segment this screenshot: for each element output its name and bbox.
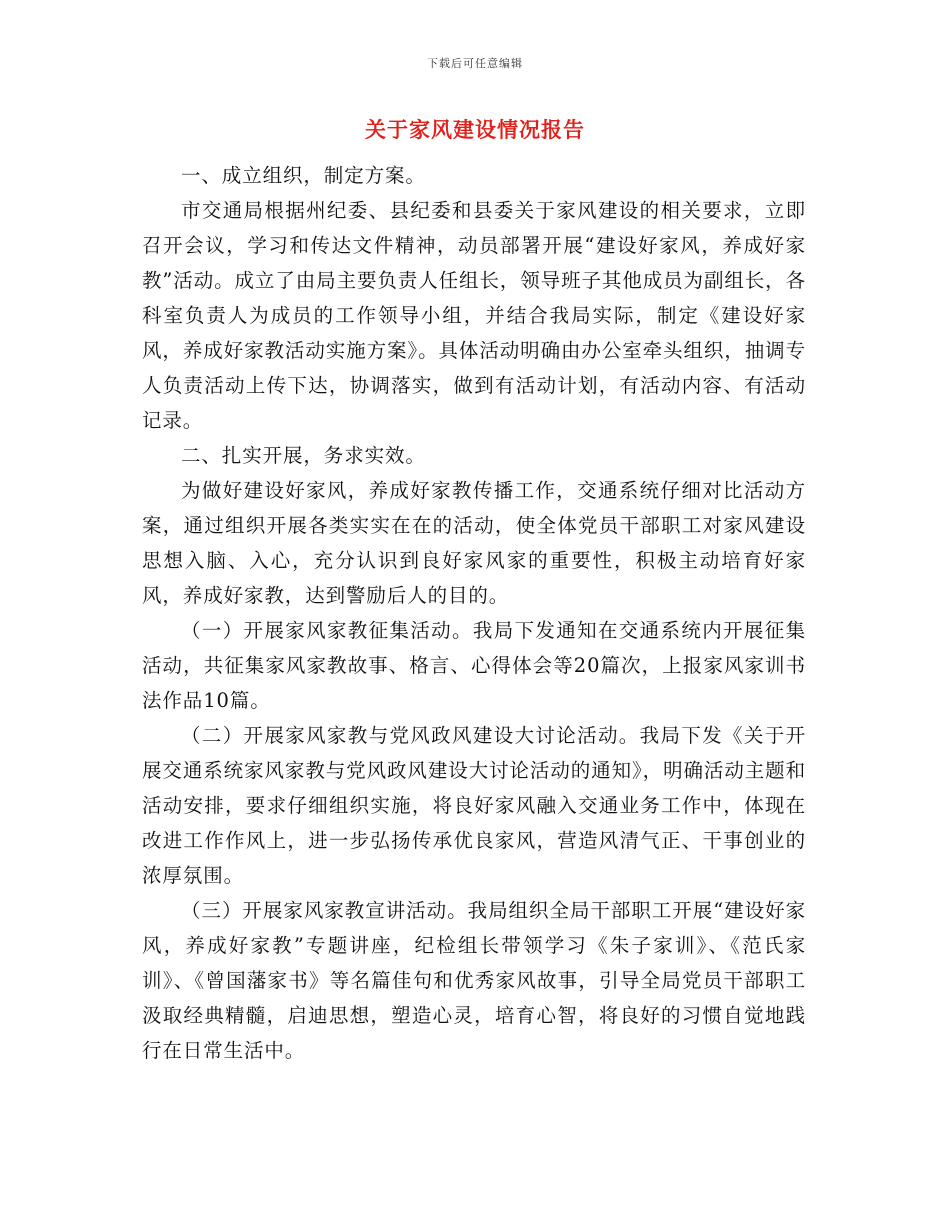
paragraph: 为做好建设好家风，养成好家教传播工作，交通系统仔细对比活动方案，通过组织开展各类实实在在的活动，使全体党员干部职工对家风建设思想入脑、入心，充分认识到良好家风家的重要性，积极主动培育好家风，养成好家教，达到警励后人的目的。 bbox=[142, 479, 806, 607]
paragraph: （二）开展家风家教与党风政风建设大讨论活动。我局下发《关于开展交通系统家风家教与党风政风建设大讨论活动的通知》，明确活动主题和活动安排，要求仔细组织实施，将良好家风融入交通业务工作中，体现在改进工作作风上，进一步弘扬传承优良家风，营造风清气正、干事创业的浓厚氛围。 bbox=[142, 724, 806, 887]
section-heading-2: 二、扎实开展，务求实效。 bbox=[181, 444, 426, 467]
document-body bbox=[142, 158, 806, 1068]
header-note: 下载后可任意编辑 bbox=[427, 57, 523, 70]
document-title: 关于家风建设情况报告 bbox=[365, 117, 585, 142]
section-heading-1: 一、成立组织，制定方案。 bbox=[181, 164, 426, 187]
paragraph: （一）开展家风家教征集活动。我局下发通知在交通系统内开展征集活动，共征集家风家教故事、格言、心得体会等20篇次，上报家风家训书法作品10篇。 bbox=[142, 619, 806, 712]
paragraph: （三）开展家风家教宣讲活动。我局组织全局干部职工开展“建设好家风，养成好家教”专题讲座，纪检组长带领学习《朱子家训》、《范氏家训》、《曾国藩家书》等名篇佳句和优秀家风故事，引导全局党员干部职工汲取经典精髓，启迪思想，塑造心灵，培育心智，将良好的习惯自觉地践行在日常生活中。 bbox=[142, 899, 806, 1062]
paragraph: 市交通局根据州纪委、县纪委和县委关于家风建设的相关要求，立即召开会议，学习和传达文件精神，动员部署开展“建设好家风，养成好家教”活动。成立了由局主要负责人任组长，领导班子其他成员为副组长，各科室负责人为成员的工作领导小组，并结合我局实际，制定《建设好家风，养成好家教活动实施方案》。具体活动明确由办公室牵头组织，抽调专人负责活动上传下达，协调落实，做到有活动计划，有活动内容、有活动记录。 bbox=[142, 199, 806, 432]
